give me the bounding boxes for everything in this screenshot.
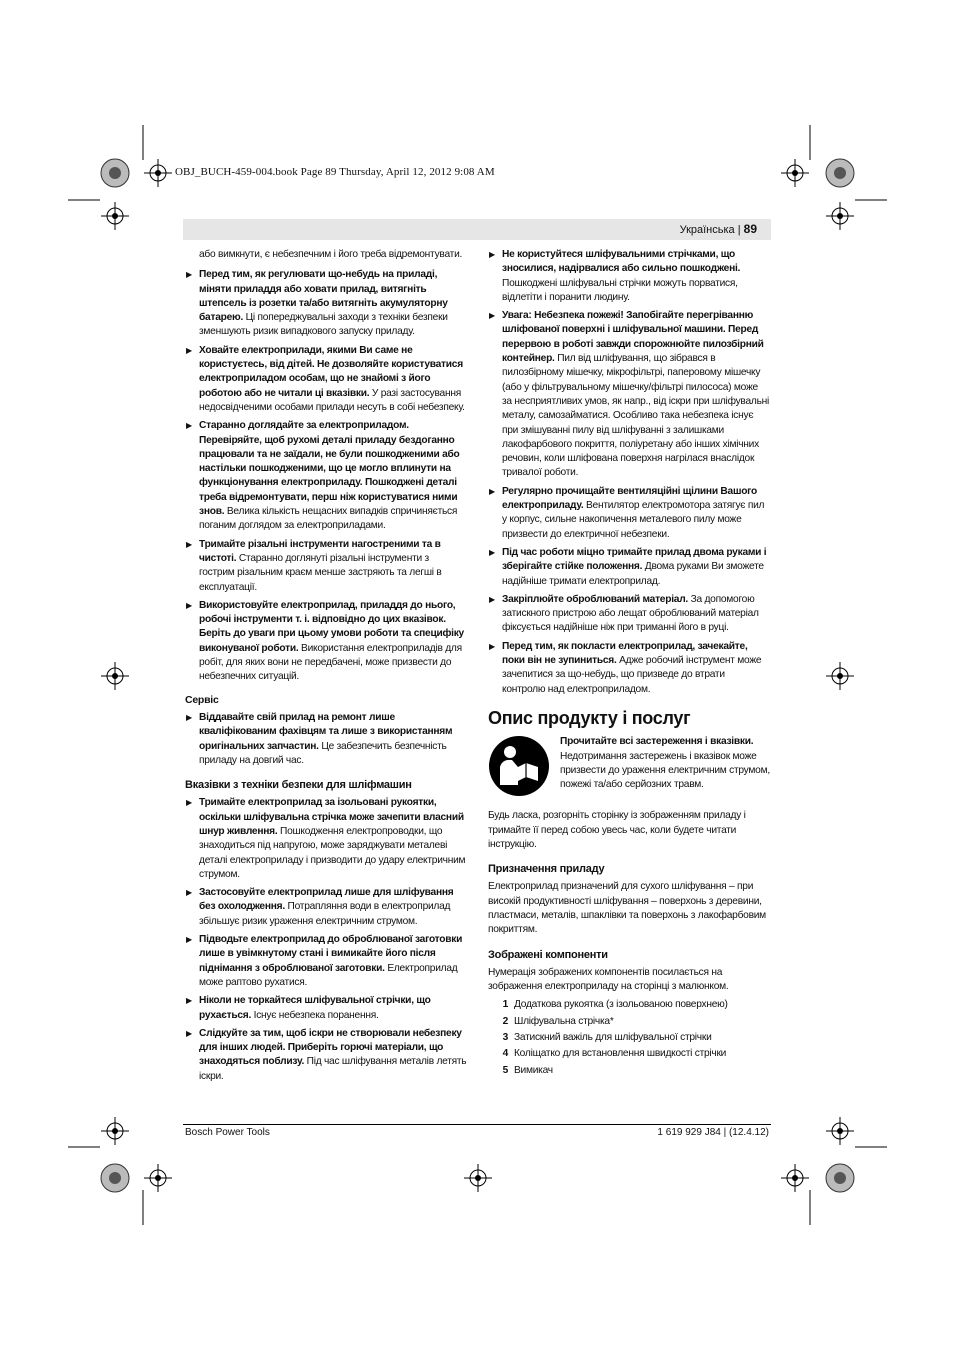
warning-text: Прочитайте всі застереження і вказівки. Недотримання застережень і вказівок може призвести до ураження електричним струмом, пожежі та/або серйозних травм. xyxy=(560,736,770,791)
purpose-text: Електроприлад призначений для сухого шліфування – при високій продуктивності шліфування – поверхонь з деревини, пластмаси, металів, шпаклівки та поверхонь з лакофарбовим покриттям. xyxy=(488,881,766,936)
components-text: Нумерація зображених компонентів посилається на зображення електроприладу на сторінці з малюнком. xyxy=(488,966,729,993)
list-item: ▶ Закріплюйте оброблюваний матеріал. За допомогою затискного пристрою або лещат оброблюваний матеріал фіксується надійніше ніж при триманні його в руці. xyxy=(488,593,770,636)
footer-doc-number: 1 619 929 J84 | (12.4.12) xyxy=(657,1127,769,1138)
component-item: 4 Коліщатко для встановлення швидкості стрічки xyxy=(502,1048,727,1060)
footer-brand: Bosch Power Tools xyxy=(185,1127,270,1138)
continued-text: або вимкнути, є небезпечним і його треба відремонтувати. xyxy=(199,249,463,260)
list-item: ▶ Віддавайте свій прилад на ремонт лише кваліфікованим фахівцям та лише з використанням оригінальних запчастин. Це забезпечить безпечність приладу на довгий час. xyxy=(185,711,467,768)
list-item: ▶ Під час роботи міцно тримайте прилад двома руками і зберігайте стійке положення. Двома руками Ви зможете надійніше тримати електроприлад. xyxy=(488,546,770,589)
header-language: Українська xyxy=(679,224,735,236)
component-item: 3 Затискний важіль для шліфувальної стрічки xyxy=(502,1032,712,1044)
list-item: ▶ Не користуйтеся шліфувальними стрічками, що зносилися, надірвалися або сильно пошкоджені. Пошкоджені шліфувальні стрічки можуть порватися, відлетіти і поранити людину. xyxy=(488,248,770,305)
section-title: Опис продукту і послуг xyxy=(488,707,691,728)
sander-safety-title: Вказівки з техніки безпеки для шліфмашин xyxy=(185,779,412,792)
left-column xyxy=(185,248,467,1088)
service-title: Сервіс xyxy=(185,693,219,706)
component-item: 2 Шліфувальна стрічка* xyxy=(502,1015,614,1027)
purpose-title: Призначення приладу xyxy=(488,863,605,876)
component-item: 1 Додаткова рукоятка (з ізольованою поверхнею) xyxy=(502,999,728,1011)
list-item: ▶ Тримайте різальні інструменти нагостреними та в чистоті. Старанно доглянуті різальні інструменти з гострим різальним краєм менше застряють та легші в експлуатації. xyxy=(185,538,467,595)
page-number: 89 xyxy=(743,222,757,236)
component-item: 5 Вимикач xyxy=(502,1064,553,1076)
footer-rule xyxy=(183,1124,771,1125)
list-item: ▶ Підводьте електроприлад до оброблюваної заготовки лише в увімкнутому стані і вимикайте його після піднімання з оброблюваної заготовки. Електроприлад може раптово рухатися. xyxy=(185,933,467,990)
list-item: ▶ Слідкуйте за тим, щоб іскри не створювали небезпеку для інших людей. Приберіть горючі матеріали, що знаходяться поблизу. Під час шліфування металів летять іскри. xyxy=(185,1027,467,1084)
print-info: OBJ_BUCH-459-004.book Page 89 Thursday, April 12, 2012 9:08 AM xyxy=(175,166,495,178)
list-item: ▶ Використовуйте електроприлад, приладдя до нього, робочі інструменти т. і. відповідно до цих вказівок. Беріть до уваги при цьому умови роботи та специфіку виконуваної роботи. Використання електроприладів для робіт, для яких вони не передбачені, може призвести до небезпечних ситуацій. xyxy=(185,599,467,685)
components-title: Зображені компоненти xyxy=(488,948,608,961)
intro-text: Будь ласка, розгорніть сторінку із зображенням приладу і тримайте її перед собою увесь час, коли будете читати інструкцію. xyxy=(488,810,746,850)
list-item: ▶ Тримайте електроприлад за ізольовані рукоятки, оскільки шліфувальна стрічка може зачепити власний шнур живлення. Пошкодження електропроводки, що знаходиться під напругою, може заряджувати металеві деталі електроприладу і призводити до удару електричним струмом. xyxy=(185,796,467,882)
list-item: ▶ Старанно доглядайте за електроприладом. Перевіряйте, щоб рухомі деталі приладу бездоганно працювали та не заїдали, не були пошкодженими або настільки пошкодженими, що це могло вплинути на функціонування електроприладу. Пошкоджені деталі треба відремонтувати, перш ніж користуватися ними знов. Велика кількість нещасних випадків спричиняється поганим доглядом за електроприладами. xyxy=(185,419,467,533)
list-item: ▶ Ніколи не торкайтеся шліфувальної стрічки, що рухається. Існує небезпека поранення. xyxy=(185,994,467,1023)
right-column xyxy=(488,248,770,1080)
components-list xyxy=(488,998,770,1077)
list-item: ▶ Ховайте електроприлади, якими Ви саме не користуєтесь, від дітей. Не дозволяйте користуватися електроприладом особам, що не знайомі з його роботою або не читали ці вказівки. У разі застосування недосвідченими особами прилади несуть в собі небезпеку. xyxy=(185,344,467,415)
read-instructions-warning xyxy=(488,735,770,797)
page-header: Українська | 89 xyxy=(679,222,757,236)
list-item: ▶ Застосовуйте електроприлад лише для шліфування без охолодження. Потрапляння води в електроприлад збільшує ризик ураження електричним струмом. xyxy=(185,886,467,929)
list-item: ▶ Перед тим, як регулювати що-небудь на приладі, міняти приладдя або ховати прилад, витягніть штепсель із розетки та/або витягніть акумуляторну батарею. Ці попереджувальні заходи з техніки безпеки зменшують ризик випадкового запуску приладу. xyxy=(185,268,467,339)
read-manual-icon xyxy=(488,735,550,797)
list-item: ▶ Регулярно прочищайте вентиляційні щілини Вашого електроприладу. Вентилятор електромотора затягує пил у корпус, сильне накопичення металевого пилу може призвести до електричної небезпеки. xyxy=(488,485,770,542)
list-item: ▶ Увага: Небезпека пожежі! Запобігайте перегріванню шліфованої поверхні і шліфувальної машини. Перед перервою в роботі завжди спорожнюйте пилозбірний контейнер. Пил від шліфування, що зібрався в пилозбірному мішечку, мікрофільтрі, паперовому мішечку (або у фільтрувальному мішечку/фільтрі пилососа) може за несприятливих умов, як напр., від іскри при шліфувальні металу, самозайматися. Особливо така небезпека існує при змішуванні пилу від шліфуванні з залишками лакофарбового покриття, поліуретану або інших хімічних речовин, коли шліфована поверхня нагрілася внаслідок тривалої роботи. xyxy=(488,309,770,481)
list-item: ▶ Перед тим, як покласти електроприлад, зачекайте, поки він не зупиниться. Адже робочий інструмент може зачепитися за що-небудь, що призведе до втрати контролю над електроприладом. xyxy=(488,640,770,697)
